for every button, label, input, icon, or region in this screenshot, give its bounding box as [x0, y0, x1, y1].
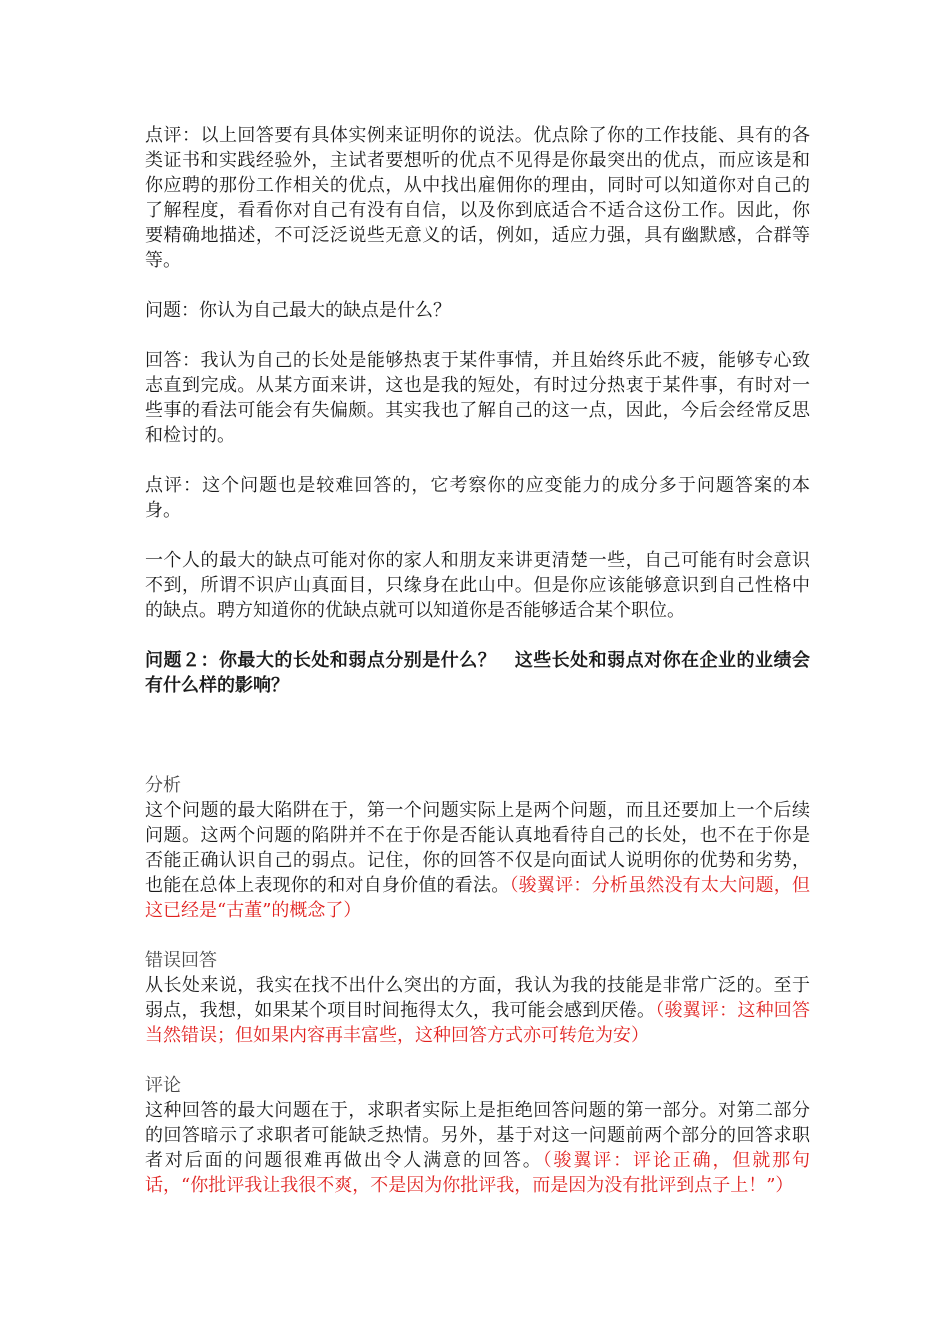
- section-text-wrong-answer: [145, 973, 810, 1048]
- section-analysis: [145, 773, 810, 923]
- review-paragraph-strengths: 点评：以上回答要有具体实例来证明你的说法。优点除了你的工作技能、具有的各类证书和实践经验外，主试者要想听的优点不见得是你最突出的优点，而应该是和你应聘的那份工作相关的优点，从中找出雇佣你的理由，同时可以知道你对自己的了解程度，看看你对自己有没有自信，以及你到底适合不适合这份工作。因此，你要精确地描述，不可泛泛说些无意义的话，例如，适应力强，具有幽默感，合群等等。: [145, 125, 810, 271]
- analysis-body: 这个问题的最大陷阱在于，第一个问题实际上是两个问题，而且还要加上一个后续问题。这两个问题的陷阱并不在于你是否能认真地看待自己的长处，也不在于你是否能正确认识自己的弱点。记住，你的回答不仅是向面试人说明你的优势和劣势，也能在总体上表现你的和对自身价值的看法。: [145, 800, 810, 896]
- question-2-heading: 问题２：你最大的长处和弱点分别是什么？ 这些长处和弱点对你在企业的业绩会有什么样的影响？: [145, 650, 810, 696]
- wrong-answer-comment: （骏翼评：这种回答当然错误；但如果内容再丰富些，这种回答方式亦可转危为安）: [145, 1000, 811, 1046]
- weakness-explanation: 一个人的最大的缺点可能对你的家人和朋友来讲更清楚一些，自己可能有时会意识不到，所谓不识庐山真面目，只缘身在此山中。但是你应该能够意识到自己性格中的缺点。聘方知道你的优缺点就可以知道你是否能够适合某个职位。: [145, 550, 810, 621]
- review-comment: （骏翼评：评论正确，但就那句话，“你批评我让我很不爽，不是因为你批评我，而是因为没有批评到点子上！”）: [145, 1150, 811, 1196]
- document-page: [145, 123, 810, 1198]
- section-label-wrong-answer: 错误回答: [145, 950, 217, 971]
- answer-weakness: 回答：我认为自己的长处是能够热衷于某件事情，并且始终乐此不疲，能够专心致志直到完成。从某方面来讲，这也是我的短处，有时过分热衷于某件事，有时对一些事的看法可能会有失偏颇。其实我也了解自己的这一点，因此，今后会经常反思和检讨的。: [145, 350, 810, 446]
- section-wrong-answer: [145, 948, 810, 1048]
- spacer: [145, 698, 810, 773]
- section-label-review: 评论: [145, 1075, 181, 1096]
- section-review: [145, 1073, 810, 1198]
- analysis-comment: （骏翼评：分析虽然没有太大问题，但这已经是“古董”的概念了）: [145, 875, 811, 921]
- section-text-review: [145, 1098, 810, 1198]
- review-paragraph-weakness: 点评：这个问题也是较难回答的，它考察你的应变能力的成分多于问题答案的本身。: [145, 475, 810, 521]
- review-body: 这种回答的最大问题在于，求职者实际上是拒绝回答问题的第一部分。对第二部分的回答暗示了求职者可能缺乏热情。另外，基于对这一问题前两个部分的回答求职者对后面的问题很难再做出令人满意的回答。: [145, 1100, 810, 1171]
- section-text-analysis: [145, 798, 810, 923]
- section-label-analysis: 分析: [145, 775, 181, 796]
- wrong-answer-body: 从长处来说，我实在找不出什么突出的方面，我认为我的技能是非常广泛的。至于弱点，我想，如果某个项目时间拖得太久，我可能会感到厌倦。: [145, 975, 810, 1021]
- question-weakness: 问题：你认为自己最大的缺点是什么？: [145, 300, 451, 321]
